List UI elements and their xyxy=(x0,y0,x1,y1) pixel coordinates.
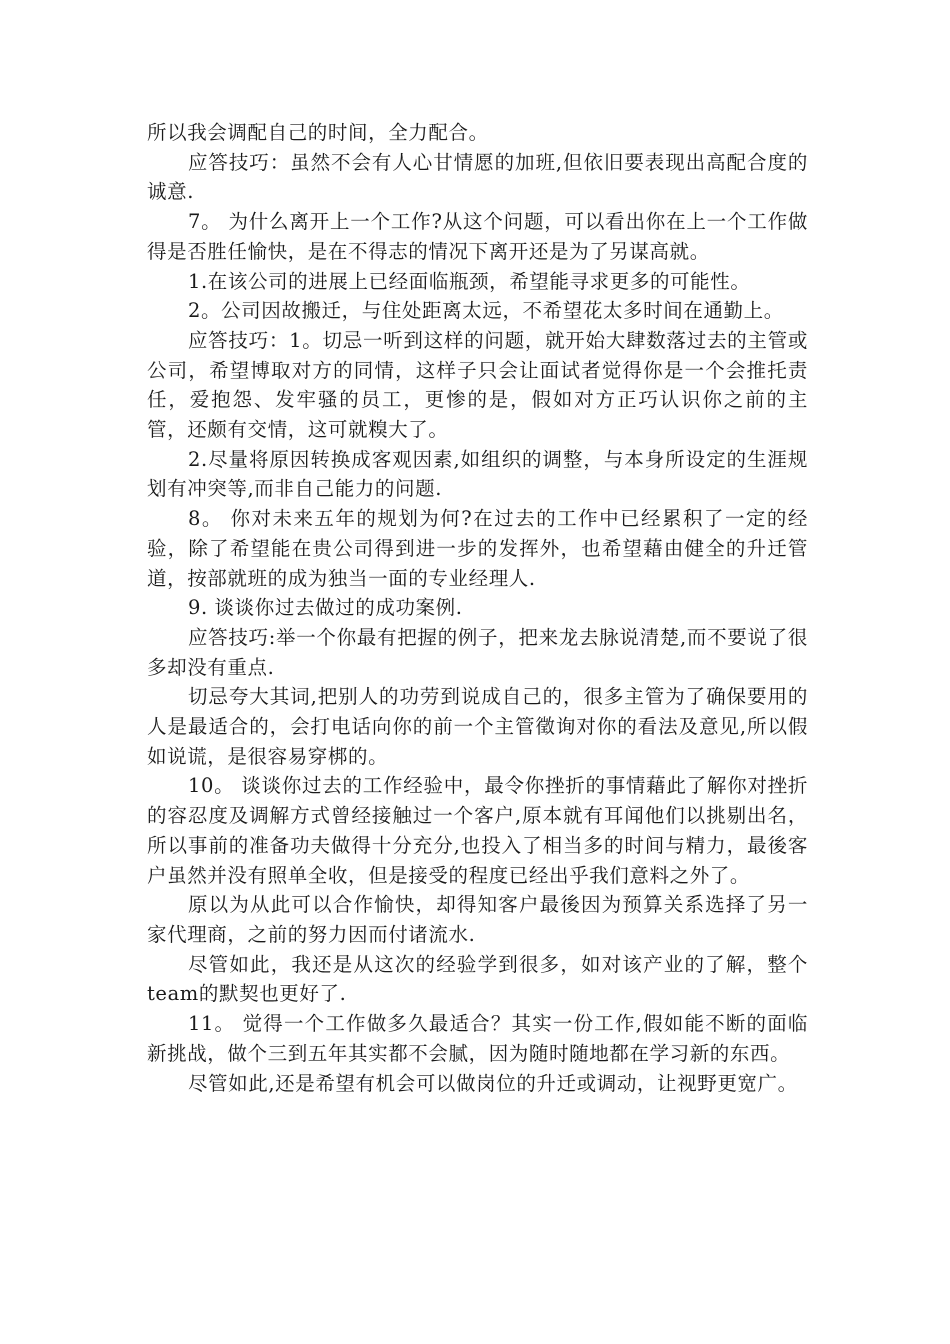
paragraph: 7。 为什么离开上一个工作?从这个问题，可以看出你在上一个工作做得是否胜任愉快，是在不得志的情况下离开还是为了另谋高就。 xyxy=(147,210,808,263)
paragraph: 原以为从此可以合作愉快，却得知客户最後因为预算关系选择了另一家代理商，之前的努力因而付诸流水. xyxy=(147,893,808,946)
paragraph: 切忌夸大其词,把别人的功劳到说成自己的，很多主管为了确保要用的人是最适合的，会打电话向你的前一个主管徵询对你的看法及意见,所以假如说谎，是很容易穿梆的。 xyxy=(147,685,808,768)
paragraph: 8。 你对未来五年的规划为何?在过去的工作中已经累积了一定的经验，除了希望能在贵公司得到进一步的发挥外，也希望藉由健全的升迁管道，按部就班的成为独当一面的专业经理人. xyxy=(147,507,808,590)
paragraph: 9. 谈谈你过去做过的成功案例. xyxy=(187,596,463,620)
paragraph: 2。公司因故搬迁，与住处距离太远，不希望花太多时间在通勤上。 xyxy=(187,299,784,323)
paragraph: 尽管如此，我还是从这次的经验学到很多，如对该产业的了解，整个team的默契也更好了. xyxy=(147,952,808,1006)
paragraph: 1.在该公司的进展上已经面临瓶颈，希望能寻求更多的可能性。 xyxy=(187,269,751,293)
document-body xyxy=(147,118,808,1098)
paragraph: 尽管如此,还是希望有机会可以做岗位的升迁或调动，让视野更宽广。 xyxy=(187,1071,798,1095)
paragraph: 所以我会调配自己的时间，全力配合。 xyxy=(147,121,489,144)
paragraph: 2.尽量将原因转换成客观因素,如组织的调整，与本身所设定的生涯规划有冲突等,而非自己能力的问题. xyxy=(147,447,808,501)
paragraph: 11。 觉得一个工作做多久最适合？其实一份工作,假如能不断的面临新挑战，做个三到五年其实都不会腻，因为随时随地都在学习新的东西。 xyxy=(147,1012,808,1065)
paragraph: 10。 谈谈你过去的工作经验中，最令你挫折的事情藉此了解你对挫折的容忍度及调解方式曾经接触过一个客户,原本就有耳闻他们以挑剔出名，所以事前的准备功夫做得十分充分,也投入了相当多的时间与精力，最後客户虽然并没有照单全收，但是接受的程度已经出乎我们意料之外了。 xyxy=(147,774,808,887)
paragraph: 应答技巧：虽然不会有人心甘情愿的加班,但依旧要表现出高配合度的诚意. xyxy=(147,150,808,204)
paragraph: 应答技巧：1。切忌一听到这样的问题，就开始大肆数落过去的主管或公司，希望博取对方的同情，这样子只会让面试者觉得你是一个会推托责任，爱抱怨、发牢骚的员工，更惨的是，假如对方正巧认识你之前的主管，还颇有交情，这可就糗大了。 xyxy=(147,328,808,442)
paragraph: 应答技巧:举一个你最有把握的例子，把来龙去脉说清楚,而不要说了很多却没有重点. xyxy=(147,625,808,679)
